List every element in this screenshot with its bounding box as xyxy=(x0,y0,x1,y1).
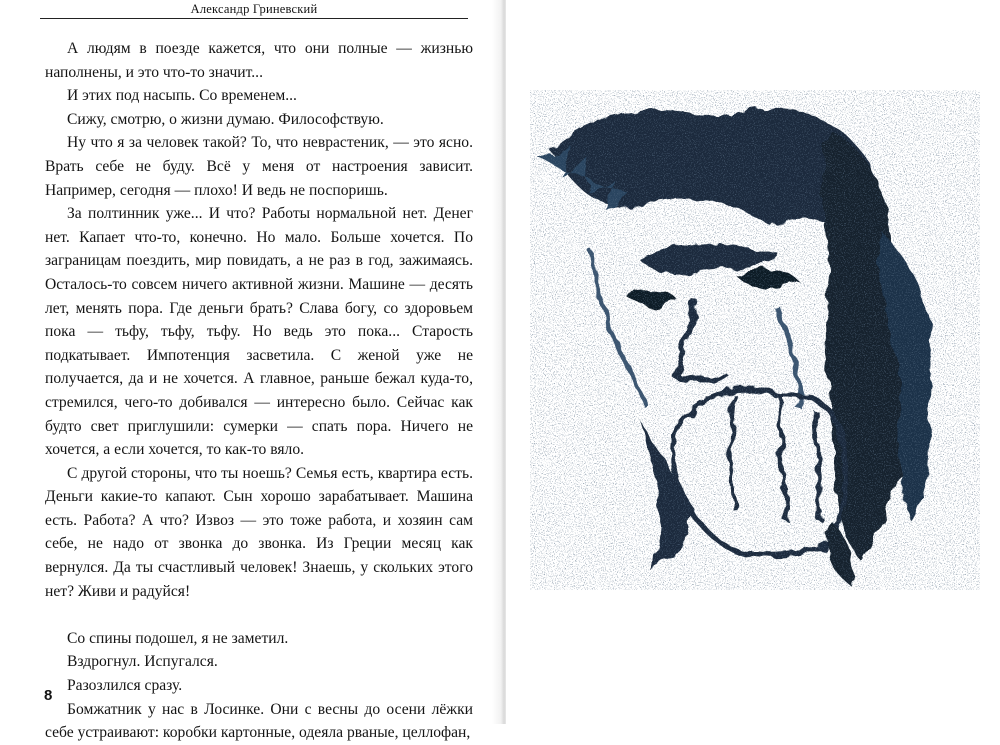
paragraph: Сижу, смотрю, о жизни думаю. Философствую. xyxy=(67,110,384,128)
running-head: Александр Гриневский xyxy=(190,2,318,16)
header-rule xyxy=(40,18,468,19)
paragraph: С другой стороны, что ты ноешь? Семья есть, квартира есть. Деньги какие-то капают. Сын хорошо зарабатывает. Машина есть. Работа? А что? Извоз — это тоже работа, и хозяин сам себе, не надо от звонка до звонка. Из Греции месяц как вернулся. Да ты счастливый человек! Знаешь, у скольких этого нет? Живи и радуйся! xyxy=(45,464,473,600)
paragraph: За полтинник уже... И что? Работы нормальной нет. Денег нет. Капает что-то, конечно. Но мало. Больше хочется. По заграницам поездить, мир повидать, а не раз в год, зажимаясь. Осталось-то совсем ничего активной жизни. Машине — десять лет, менять пора. Где деньги брать? Слава богу, со здоровьем пока — тьфу, тьфу, тьфу. Но ведь это пока... Старость подкатывает. Импотенция засветила. С женой уже не получается, да и не хочется. А главное, раньше бежал куда-то, стремился, чего-то добивался — интересно было. Сейчас как будто свет приглушили: сумерки — спать пора. Ничего не хочется, а если хочется, то как-то вяло. xyxy=(45,205,473,459)
left-page xyxy=(0,0,500,742)
paragraph: Разозлился сразу. xyxy=(67,677,183,695)
page-number: 8 xyxy=(44,687,53,704)
paragraph: Ну что я за человек такой? То, что неврастеник, — это ясно. Врать себе не буду. Всё у меня от настроения зависит. Например, сегодня — плохо! И ведь не поспоришь. xyxy=(45,134,473,199)
ink-portrait-illustration xyxy=(530,90,980,590)
body-text xyxy=(45,37,473,745)
paragraph: И этих под насыпь. Со временем... xyxy=(67,87,297,105)
paragraph: Вздрогнул. Испугался. xyxy=(67,653,218,671)
ink-speckle-texture xyxy=(530,90,980,590)
paragraph: Бомжатник у нас в Лосинке. Они с весны до осени лёжки себе устраивают: коробки картонные, одеяла рваные, целлофан, xyxy=(45,700,473,742)
paragraph: А людям в поезде кажется, что они полные — жизнью наполнены, и это что-то значит... xyxy=(45,40,473,81)
paragraph: Со спины подошел, я не заметил. xyxy=(67,629,289,647)
